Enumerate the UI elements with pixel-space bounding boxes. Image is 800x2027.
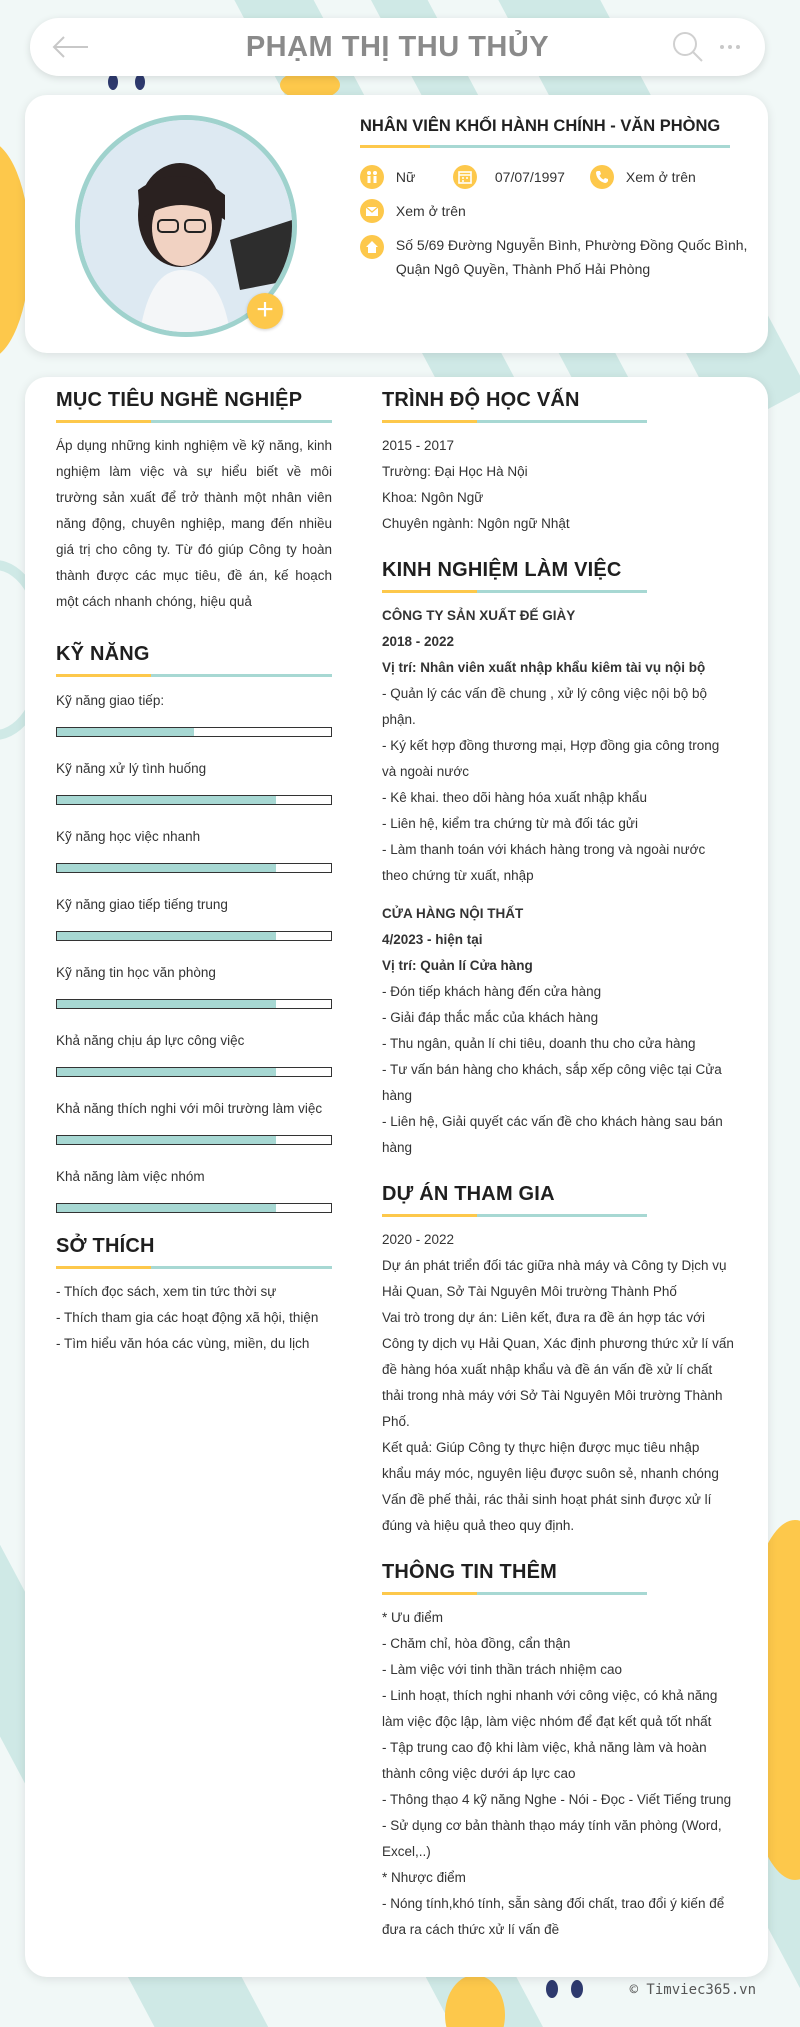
skill-level-bar (56, 727, 332, 737)
extra-line: đưa ra cách thức xử lí vấn đề (382, 1922, 560, 1937)
projects-line: Vấn đề phế thải, rác thải sinh hoạt phát sinh được xử lí (382, 1492, 712, 1507)
objective-line: giá trị cho công ty. Từ đó giúp Công ty hoàn (56, 542, 332, 557)
copyright-watermark: © Timviec365.vn (629, 1982, 756, 1998)
search-button[interactable] (671, 30, 705, 64)
profile-header-card (25, 95, 768, 353)
job-detail: - Quản lý các vấn đề chung , xử lý công việc nội bộ bộ (382, 686, 707, 701)
skills-list (56, 691, 332, 1213)
title-underline (360, 145, 730, 148)
extra-line: - Làm việc với tinh thần trách nhiệm cao (382, 1662, 622, 1677)
skill-level-fill (57, 1068, 276, 1076)
address-line-2: Quận Ngô Quyền, Thành Phố Hải Phòng (395, 261, 651, 277)
education-line: Trường: Đại Học Hà Nội (382, 464, 528, 479)
skill-level-fill (57, 728, 194, 736)
extra-line: - Sử dụng cơ bản thành thạo máy tính văn phòng (Word, (382, 1818, 722, 1833)
projects-line: Hải Quan, Sở Tài Nguyên Môi trường Thành Phố (382, 1284, 677, 1299)
job-detail: và ngoài nước (382, 764, 469, 779)
experience-section (382, 559, 738, 1161)
projects-title: DỰ ÁN THAM GIA (382, 1183, 555, 1205)
right-column (382, 389, 738, 1943)
extra-line: - Tập trung cao độ khi làm việc, khả năng làm và hoàn (382, 1740, 707, 1755)
job-detail: - Liên hệ, kiểm tra chứng từ mà đối tác gửi (382, 816, 638, 831)
skill-label: Kỹ năng xử lý tình huống (56, 761, 207, 776)
skill-level-fill (57, 1000, 276, 1008)
projects-line: thải trong nhà máy với Sở Tài Nguyên Môi trường Thành (382, 1388, 723, 1403)
more-icon (713, 30, 747, 64)
email-value: Xem ở trên (395, 203, 466, 219)
projects-text (382, 1227, 738, 1539)
projects-line: 2020 - 2022 (382, 1232, 455, 1247)
education-section (382, 389, 738, 537)
email-icon (360, 199, 384, 223)
job-detail: hàng (382, 1088, 413, 1103)
projects-line: Dự án phát triển đối tác giữa nhà máy và Công ty Dịch vụ (382, 1258, 727, 1273)
skill-level-fill (57, 864, 276, 872)
hobby-item: - Tìm hiểu văn hóa các vùng, miền, du lịch (56, 1336, 310, 1351)
avatar (75, 115, 297, 337)
skill-level-bar (56, 1135, 332, 1145)
section-underline (56, 674, 332, 677)
objective-text (56, 433, 332, 615)
top-bar (30, 18, 765, 76)
job-detail: - Đón tiếp khách hàng đến cửa hàng (382, 984, 602, 999)
education-line: Khoa: Ngôn Ngữ (382, 490, 484, 505)
hobbies-title: SỞ THÍCH (56, 1235, 155, 1257)
gender-value: Nữ (395, 169, 416, 185)
objective-line: năng động, chuyên nghiệp, mang đến nhiều (56, 516, 332, 531)
education-title: TRÌNH ĐỘ HỌC VẤN (382, 389, 580, 411)
job-detail: - Làm thanh toán với khách hàng trong và ngoài nước (382, 842, 706, 857)
skill-level-bar (56, 795, 332, 805)
skill-label: Kỹ năng giao tiếp: (56, 693, 165, 708)
more-button[interactable] (713, 30, 747, 64)
gender-row (360, 165, 415, 189)
extra-line: - Thông thạo 4 kỹ năng Nghe - Nói - Đọc - Viết Tiếng trung (382, 1792, 732, 1807)
extra-line: - Nóng tính,khó tính, sẵn sàng đối chất, trao đổi ý kiến để (382, 1896, 725, 1911)
resume-body-card (25, 377, 768, 1977)
projects-section (382, 1183, 738, 1539)
phone-icon (590, 165, 614, 189)
section-underline (382, 590, 647, 593)
job-detail: hàng (382, 1140, 413, 1155)
address-line-1: Số 5/69 Đường Nguyễn Bình, Phường Đồng Quốc Bình, (395, 237, 748, 253)
left-column (56, 389, 332, 1357)
job-period: 4/2023 - hiện tại (382, 932, 483, 947)
phone-row (590, 165, 696, 189)
extra-line: thành công việc dưới áp lực cao (382, 1766, 576, 1781)
search-icon (671, 30, 705, 64)
skill-level-bar (56, 1067, 332, 1077)
section-underline (382, 1214, 647, 1217)
section-underline (382, 1592, 647, 1595)
skill-label: Kỹ năng giao tiếp tiếng trung (56, 897, 228, 912)
section-underline (382, 420, 647, 423)
birthdate-value: 07/07/1997 (494, 169, 565, 185)
phone-value: Xem ở trên (625, 169, 696, 185)
extra-line: * Ưu điểm (382, 1610, 444, 1625)
email-row (360, 199, 466, 223)
job-detail: - Thu ngân, quản lí chi tiêu, doanh thu cho cửa hàng (382, 1036, 696, 1051)
section-underline (56, 1266, 332, 1269)
job-detail: - Tư vấn bán hàng cho khách, sắp xếp công việc tại Cửa (382, 1062, 722, 1077)
job-title: NHÂN VIÊN KHỐI HÀNH CHÍNH - VĂN PHÒNG (360, 117, 721, 135)
home-icon (360, 235, 384, 259)
add-photo-button[interactable] (247, 293, 283, 329)
objective-line: Áp dụng những kinh nghiệm về kỹ năng, kinh (56, 438, 332, 453)
extra-line: - Chăm chỉ, hòa đồng, cẩn thận (382, 1636, 571, 1651)
job-detail: theo chứng từ xuất, nhập (382, 868, 534, 883)
hobby-item: - Thích tham gia các hoạt động xã hội, thiện (56, 1310, 319, 1325)
objective-title: MỤC TIÊU NGHỀ NGHIỆP (56, 389, 303, 411)
skill-level-fill (57, 1204, 276, 1212)
projects-line: khẩu máy móc, nguyên liệu được suôn sẻ, nhanh chóng (382, 1466, 719, 1481)
job-position: Vị trí: Nhân viên xuất nhập khẩu kiêm tài vụ nội bộ (382, 660, 706, 675)
job-position: Vị trí: Quản lí Cửa hàng (382, 958, 533, 973)
job-detail: - Liên hệ, Giải quyết các vấn đề cho khách hàng sau bán (382, 1114, 723, 1129)
skill-level-bar (56, 863, 332, 873)
gender-icon (360, 165, 384, 189)
education-line: Chuyên ngành: Ngôn ngữ Nhật (382, 516, 570, 531)
objective-line: nghiệm làm việc và sự hiểu biết về môi (56, 464, 332, 479)
projects-line: Phố. (382, 1414, 410, 1429)
skill-level-bar (56, 1203, 332, 1213)
job-detail: - Ký kết hợp đồng thương mại, Hợp đồng gia công trong (382, 738, 720, 753)
job-detail: - Kê khai. theo dõi hàng hóa xuất nhập khẩu (382, 790, 647, 805)
extra-line: * Nhược điểm (382, 1870, 466, 1885)
skill-level-bar (56, 999, 332, 1009)
skill-level-bar (56, 931, 332, 941)
job-company: CỬA HÀNG NỘI THẤT (382, 906, 524, 921)
projects-line: Vai trò trong dự án: Liên kết, đưa ra đề án hợp tác với (382, 1310, 705, 1325)
skill-label: Khả năng chịu áp lực công việc (56, 1033, 245, 1048)
projects-line: đề hàng hóa xuất nhập khẩu và đề án vấn đề xử lí chất (382, 1362, 713, 1377)
education-line: 2015 - 2017 (382, 438, 455, 453)
address-row (360, 233, 747, 281)
job-period: 2018 - 2022 (382, 634, 455, 649)
skills-section (56, 643, 332, 1213)
skill-label: Kỹ năng tin học văn phòng (56, 965, 216, 980)
extra-line: Excel,..) (382, 1844, 431, 1859)
extra-info-text (382, 1605, 738, 1943)
objective-section (56, 389, 332, 615)
calendar-icon (453, 165, 477, 189)
skill-level-fill (57, 796, 276, 804)
job-detail: - Giải đáp thắc mắc của khách hàng (382, 1010, 599, 1025)
hobbies-section (56, 1235, 332, 1357)
skill-level-fill (57, 1136, 276, 1144)
skill-label: Khả năng làm việc nhóm (56, 1169, 205, 1184)
extra-line: làm việc độc lập, làm việc nhóm để đạt kết quả tốt nhất (382, 1714, 712, 1729)
projects-line: đúng và hiệu quả theo quy định. (382, 1518, 575, 1533)
extra-info-title: THÔNG TIN THÊM (382, 1561, 558, 1583)
candidate-name: PHẠM THỊ THU THỦY (245, 31, 550, 63)
job-entry (382, 603, 738, 889)
skill-level-fill (57, 932, 276, 940)
extra-info-section (382, 1561, 738, 1943)
plus-icon: + (256, 293, 274, 326)
job-entry (382, 901, 738, 1161)
section-underline (56, 420, 332, 423)
experience-title: KINH NGHIỆM LÀM VIỆC (382, 559, 622, 581)
birthdate-row (453, 165, 565, 189)
hobby-item: - Thích đọc sách, xem tin tức thời sự (56, 1284, 277, 1299)
job-detail: phận. (382, 712, 416, 727)
projects-line: Công ty dịch vụ Hải Quan, Xác định phương thức xử lí vấn (382, 1336, 734, 1351)
objective-line: trường sản xuất để trở thành một nhân viên (56, 490, 332, 505)
projects-line: Kết quả: Giúp Công ty thực hiện được mục tiêu nhập (382, 1440, 700, 1455)
extra-line: - Linh hoạt, thích nghi nhanh với công việc, có khả năng (382, 1688, 718, 1703)
job-company: CÔNG TY SẢN XUẤT ĐẾ GIÀY (382, 608, 576, 623)
skill-label: Kỹ năng học việc nhanh (56, 829, 201, 844)
skill-label: Khả năng thích nghi với môi trường làm việc (56, 1101, 323, 1116)
objective-line: thành được các mục tiêu, đề án, kế hoạch (56, 568, 332, 583)
skills-title: KỸ NĂNG (56, 643, 150, 665)
objective-line: một cách nhanh chóng, hiệu quả (56, 594, 252, 609)
